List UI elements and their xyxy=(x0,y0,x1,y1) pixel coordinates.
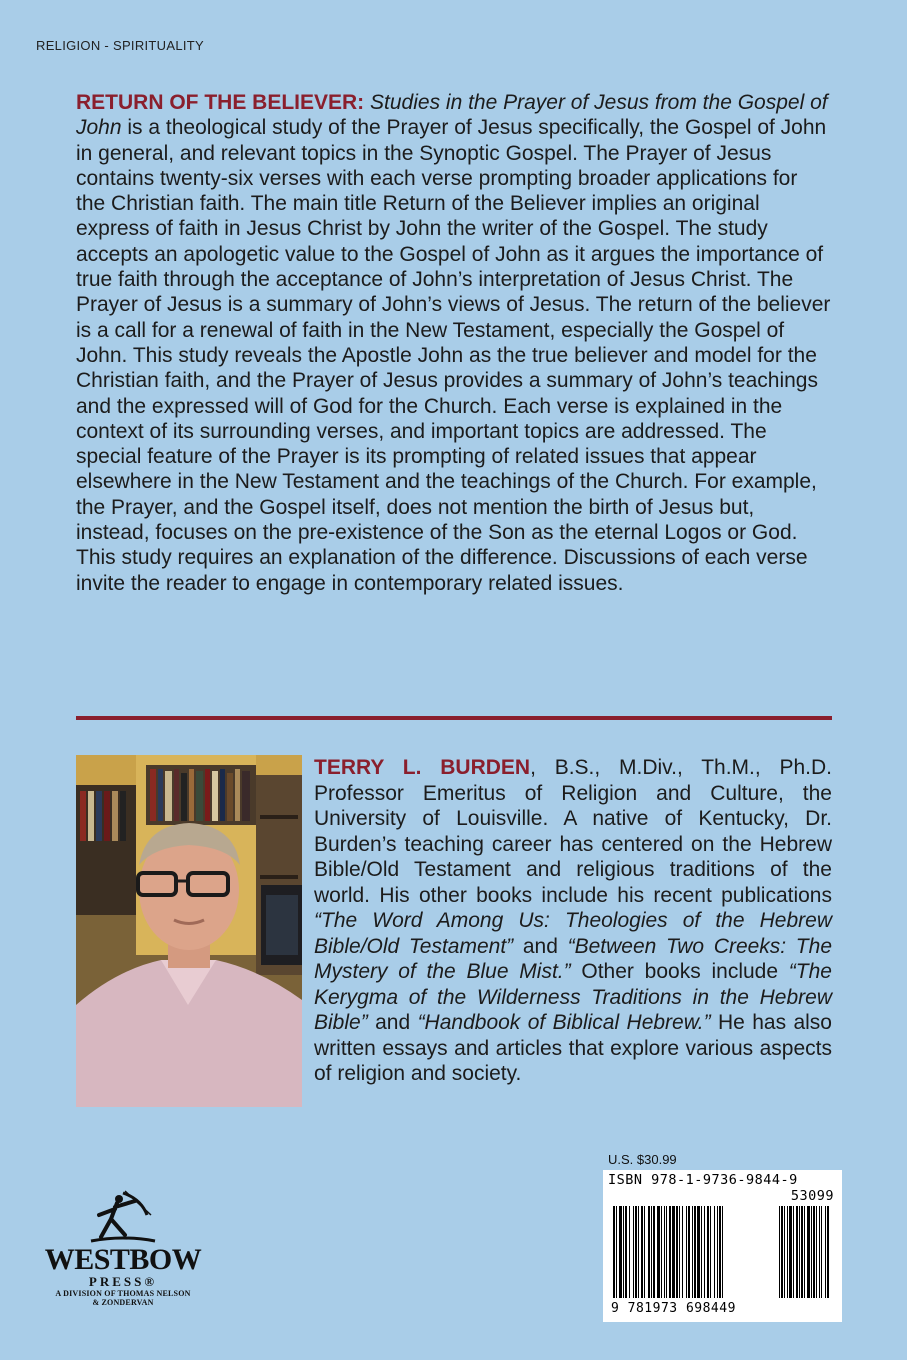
book-title-3: “The Kerygma of the Wilderness Traditions in the Hebrew Bible” xyxy=(314,960,832,1034)
description-body: is a theological study of the Prayer of Jesus specifically, the Gospel of John in general, and relevant topics in the Synoptic Gospel. The Prayer of Jesus contains twenty-six verses with each verse prompting broader applications for the Christian faith. The main title Return of the Believer implies an original express of faith in Jesus Christ by John the writer of the Gospel. The study accepts an apologetic value to the Gospel of John as it argues the importance of true faith through the acceptance of John’s interpretation of Jesus Christ. The Prayer of Jesus is a summary of John’s views of Jesus. The return of the believer is a call for a renewal of faith in the New Testament, especially the Gospel of John. This study reveals the Apostle John as the true believer and model for the Christian faith, and the Prayer of Jesus provides a summary of John’s teachings and the expressed will of God for the Church. Each verse is explained in the context of its surrounding verses, and important topics are addressed. The special feature of the Prayer is its prompting of related issues that appear elsewhere in the New Testament and the teachings of the Church. For example, the Prayer, and the Gospel itself, does not mention the birth of Jesus but, instead, focuses on the pre-existence of the Son as the eternal Logos or God. This study requires an explanation of the difference. Discussions of each verse invite the reader to engage in contemporary related issues. xyxy=(76,116,831,595)
barcode-digits: 9 781973 698449 xyxy=(611,1301,736,1316)
section-divider xyxy=(76,716,832,720)
book-title-lead: RETURN OF THE BELIEVER: xyxy=(76,91,365,114)
archer-icon xyxy=(83,1185,163,1247)
barcode xyxy=(603,1170,842,1322)
publisher-division-line1: A DIVISION OF THOMAS NELSON xyxy=(55,1289,191,1298)
author-name: TERRY L. BURDEN xyxy=(314,756,531,779)
bio-and-1: and xyxy=(522,934,558,958)
book-title-1: “The Word Among Us: Theologies of the Hebrew Bible/Old Testament” xyxy=(314,909,832,958)
book-title-2: “Between Two Creeks: The Mystery of the Blue Mist.” xyxy=(314,934,832,983)
publisher-name: WESTBOW xyxy=(44,1243,202,1276)
book-subtitle: Studies in the Prayer of Jesus from the Gospel of John xyxy=(76,91,828,140)
category-label: RELIGION - SPIRITUALITY xyxy=(36,38,204,53)
publisher-logo xyxy=(28,1185,218,1307)
bio-text-1: Professor Emeritus of Religion and Culture, the University of Louisville. A native of Kentucky, Dr. Burden’s teaching career has centered on the Hebrew Bible/Old Testament and religious traditions of the world. His other books include his recent publications xyxy=(314,781,832,907)
author-photo xyxy=(76,755,302,1107)
isbn-number: ISBN 978-1-9736-9844-9 xyxy=(608,1172,798,1188)
author-photo-illustration xyxy=(76,755,302,1107)
author-credentials: , B.S., M.Div., Th.M., Ph.D. xyxy=(530,756,832,779)
bio-and-2: and xyxy=(375,1011,411,1034)
publisher-division-line2: & ZONDERVAN xyxy=(92,1298,154,1307)
bio-text-2: Other books include xyxy=(581,960,779,983)
publisher-press: PRESS® xyxy=(88,1274,158,1289)
price-code: 53099 xyxy=(790,1188,834,1204)
book-description xyxy=(76,90,832,596)
author-bio xyxy=(314,755,832,1087)
price-label: U.S. $30.99 xyxy=(608,1152,677,1167)
bio-text-3: He has also written essays and articles that explore various aspects of religion and society. xyxy=(314,1011,832,1085)
book-title-4: “Handbook of Biblical Hebrew.” xyxy=(417,1011,711,1034)
